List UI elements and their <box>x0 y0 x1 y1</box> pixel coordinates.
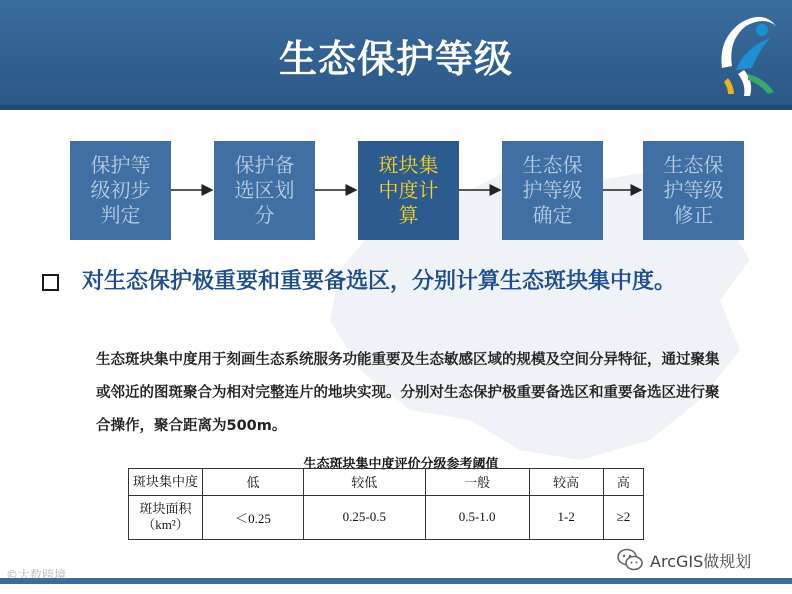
table-cell: 0.5-1.0 <box>425 495 529 539</box>
table-row <box>129 495 644 539</box>
flow-step-3-active <box>358 141 459 240</box>
footer-bar <box>0 578 792 584</box>
table-cell: 1-2 <box>529 495 603 539</box>
wechat-account-name: ArcGIS做规划 <box>650 551 752 571</box>
threshold-table <box>128 468 644 540</box>
table-title: 生态斑块集中度评价分级参考阈值 <box>303 457 499 472</box>
flow-step-1 <box>70 141 171 240</box>
table-header-cell: 较高 <box>529 469 603 496</box>
table-header-cell: 斑块集中度 <box>129 469 203 496</box>
flow-step-4-label: 生态保护等级确定 <box>522 153 583 227</box>
flow-step-2-label: 保护备选区划分 <box>234 153 295 227</box>
table-cell: ≥2 <box>603 495 643 539</box>
table-cell: ＜0.25 <box>203 495 304 539</box>
flow-step-4 <box>502 141 603 240</box>
table-header-cell: 高 <box>603 469 643 496</box>
wechat-icon <box>616 546 644 574</box>
logo-icon <box>714 8 784 100</box>
flow-step-1-label: 保护等级初步判定 <box>90 153 151 227</box>
row-label-unit: （km²） <box>142 517 189 533</box>
credit-watermark: ©大数跨境 <box>6 568 67 582</box>
bullet-text: 对生态保护极重要和重要备选区，分别计算生态斑块集中度。 <box>82 269 677 294</box>
header-divider <box>0 105 792 110</box>
table-header-row <box>129 469 644 496</box>
page-title: 生态保护等级 <box>278 37 513 81</box>
row-label-main: 斑块面积 <box>139 501 192 517</box>
table-row-label <box>129 495 203 539</box>
table-cell: 0.25-0.5 <box>303 495 425 539</box>
table-header-cell: 一般 <box>425 469 529 496</box>
flow-step-2 <box>214 141 315 240</box>
table-header-cell: 较低 <box>303 469 425 496</box>
wechat-watermark <box>616 546 751 574</box>
description-paragraph: 生态斑块集中度用于刻画生态系统服务功能重要及生态敏感区域的规模及空间分异特征，通过聚集或邻近的图斑聚合为相对完整连片的地块实现。分别对生态保护极重要备选区和重要备选区进行聚合操作，聚合距离为500m。 <box>96 352 720 434</box>
flow-step-3-label: 斑块集中度计算 <box>378 153 439 227</box>
flow-step-5-label: 生态保护等级修正 <box>663 153 724 227</box>
bullet-square-icon <box>42 274 59 291</box>
flow-step-5 <box>643 141 744 240</box>
table-header-cell: 低 <box>203 469 304 496</box>
